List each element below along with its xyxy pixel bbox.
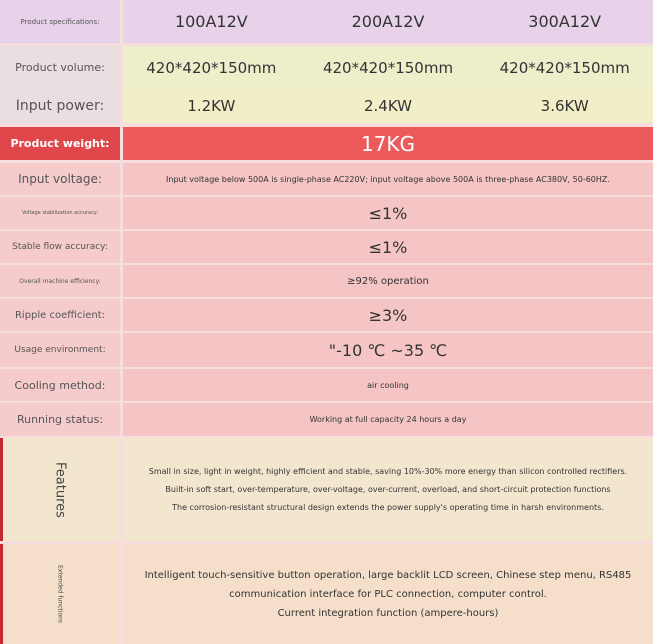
row-extended-functions xyxy=(0,544,653,644)
ripple-coefficient-value: ≥3% xyxy=(368,305,408,325)
row-machine-efficiency xyxy=(0,265,653,297)
label-ripple-coefficient: Ripple coefficient: xyxy=(0,299,120,331)
extended-functions-text xyxy=(123,544,653,644)
volume-2: 420*420*150mm xyxy=(322,58,454,77)
features-line-1: Small in size, light in weight, highly efficient and stable, saving 10%-30% more energy than silicon controlled rectifiers. xyxy=(148,466,628,476)
cooling-method-value: air cooling xyxy=(367,380,409,390)
features-line-2: Built-in soft start, over-temperature, over-voltage, over-current, overload, and short-circuit protection functions xyxy=(165,484,611,494)
power-3: 3.6KW xyxy=(540,97,589,115)
row-stable-flow xyxy=(0,231,653,263)
model-3: 300A12V xyxy=(528,12,602,31)
power-2: 2.4KW xyxy=(364,97,412,115)
label-machine-efficiency: Overall machine efficiency: xyxy=(0,265,120,297)
row-running-status xyxy=(0,403,653,436)
label-extended-cell xyxy=(0,544,120,644)
row-usage-environment xyxy=(0,333,653,367)
label-features-cell xyxy=(0,438,120,541)
extended-accent-bar xyxy=(0,544,3,644)
row-product-specifications xyxy=(0,0,653,43)
extended-line-3: Current integration function (ampere-hours) xyxy=(277,607,499,619)
volume-1: 420*420*150mm xyxy=(146,58,277,77)
usage-environment-value: "-10 ℃ ~35 ℃ xyxy=(328,340,448,360)
row-product-volume xyxy=(0,46,653,89)
values-product-specifications xyxy=(123,0,653,43)
row-input-power xyxy=(0,89,653,123)
machine-efficiency-value: ≥92% operation xyxy=(347,275,429,287)
model-2: 200A12V xyxy=(351,12,425,31)
label-cooling-method: Cooling method: xyxy=(0,369,120,401)
stable-flow-value: ≤1% xyxy=(368,237,408,257)
label-usage-environment: Usage environment: xyxy=(0,333,120,367)
label-input-power: Input power: xyxy=(0,89,120,123)
label-input-voltage: Input voltage: xyxy=(0,163,120,195)
label-product-specifications: Product specifications: xyxy=(0,0,120,43)
values-input-power xyxy=(123,89,653,123)
voltage-stabilization-value: ≤1% xyxy=(368,203,408,223)
input-voltage-value: Input voltage below 500A is single-phase AC220V; input voltage above 500A is three-phase AC380V, 50-60HZ. xyxy=(166,174,610,184)
row-voltage-stabilization xyxy=(0,197,653,229)
label-running-status: Running status: xyxy=(0,403,120,436)
row-ripple-coefficient xyxy=(0,299,653,331)
label-voltage-stabilization: Voltage stabilization accuracy: xyxy=(0,197,120,229)
values-product-volume xyxy=(123,46,653,89)
features-text xyxy=(123,438,653,541)
label-product-weight: Product weight: xyxy=(0,127,120,160)
volume-3: 420*420*150mm xyxy=(499,58,630,77)
model-1: 100A12V xyxy=(174,12,248,31)
weight-value: 17KG xyxy=(360,131,416,156)
features-accent-bar xyxy=(0,438,3,541)
label-features: Features xyxy=(52,461,68,518)
label-product-volume: Product volume: xyxy=(0,46,120,89)
extended-line-2: communication interface for PLC connection, computer control. xyxy=(229,588,547,600)
label-extended-functions: Extended functions xyxy=(56,564,64,624)
power-1: 1.2KW xyxy=(187,97,236,115)
running-status-value: Working at full capacity 24 hours a day xyxy=(309,415,467,424)
features-line-3: The corrosion-resistant structural design extends the power supply's operating time in harsh environments. xyxy=(172,502,604,512)
row-input-voltage xyxy=(0,163,653,195)
label-stable-flow: Stable flow accuracy: xyxy=(0,231,120,263)
extended-line-1: Intelligent touch-sensitive button operation, large backlit LCD screen, Chinese step menu, RS485 xyxy=(144,569,632,581)
row-product-weight xyxy=(0,127,653,160)
row-features xyxy=(0,438,653,541)
row-cooling-method xyxy=(0,369,653,401)
